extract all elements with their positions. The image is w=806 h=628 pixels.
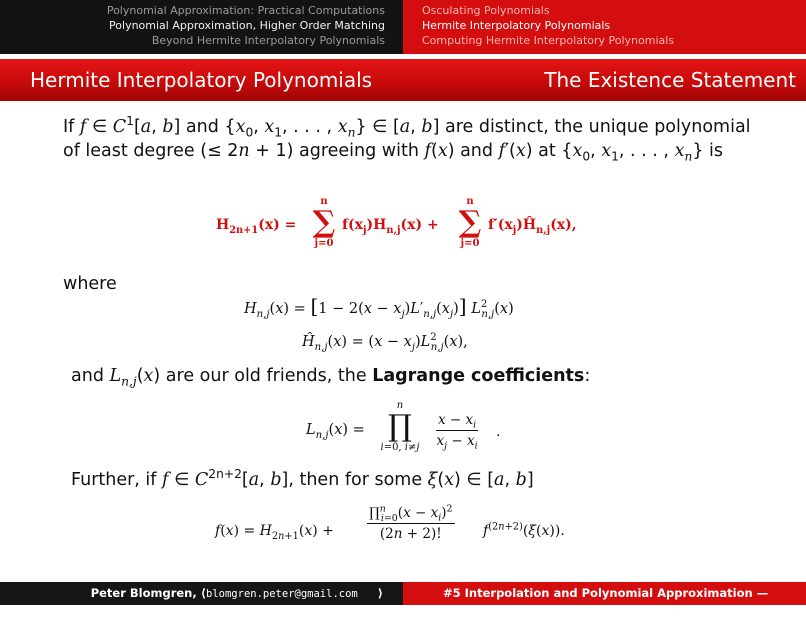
error-formula-equation: $f(x) = H_{2n+1}(x)$ + $\frac{\prod^n_{i=0}(x - x_i)^2}{(2n + 2)!}$ $f^{(2n+2)}(\xi(x))$. [215,503,565,542]
summation-symbol: n ∑ j=0 [312,196,336,249]
frame-title-bar [0,59,806,101]
footer-page-number: (25/40) [423,609,470,623]
footer-author: Peter Blomgren, [90,586,197,600]
existence-statement-text: If f ∈ $C^1[a$, b] and {$x_0$, $x_1$, . . . , $x_n$} ∈ [a, b] are distinct, the unique polynomial of least degree (≤ 2n + 1) agreeing with f(x) and f′(x) at {$x_0$, $x_1$, . . . , $x_n$} is [63,114,751,164]
lagrange-coefficient-equation: $L_{n,j}(x)$ = n ∏ i=0, i≠j $\frac{x - x_i}{x_j - x_i}$ . [306,400,501,453]
summation-symbol: n ∑ j=0 [458,196,482,249]
frame-subtitle: The Existence Statement [544,68,796,92]
footer [0,582,806,623]
subsection-navigation [403,0,806,54]
footer-author-panel: Peter Blomgren, ⟨blomgren.peter@gmail.com ⟩ [0,582,403,605]
H-hat-definition-equation: $Ĥ_{n,j}(x) = (x - x_j)L^2_{n,j}(x)$, [302,332,468,353]
hermite-polynomial-equation: $H_{2n+1}(x)$ = n ∑ j=0 $f(x_j)H_{n,j}(x)$ + n ∑ j=0 $f'(x_j)Ĥ_{n,j}(x)$, [216,196,577,249]
lagrange-remark: and $L_{n,j}(x)$ are our old friends, the Lagrange coefficients: [71,366,591,389]
H-definition-equation: $H_{n,j}(x) = [1 - 2(x - x_j)L'_{n,j}(x_j)]$ $L^2_{n,j}(x)$ [244,294,514,320]
nav-subsection-osculating[interactable]: Osculating Polynomials [422,4,550,17]
frame-title: Hermite Interpolatory Polynomials [30,68,373,92]
nav-section-beyond-hermite[interactable]: Beyond Hermite Interpolatory Polynomials [151,34,385,47]
lagrange-coefficients-term: Lagrange coefficients [372,366,585,386]
product-symbol: n ∏ i=0, i≠j [380,400,420,453]
nav-section-higher-order[interactable]: Polynomial Approximation, Higher Order Matching [109,19,385,32]
nav-subsection-hermite[interactable]: Hermite Interpolatory Polynomials [422,19,611,32]
footer-talk-title: #5 Interpolation and Polynomial Approximation [443,586,753,600]
footer-talk-panel: #5 Interpolation and Polynomial Approximation — (25/40) [403,582,806,605]
where-label: where [63,274,117,294]
footer-email[interactable]: blomgren.peter@gmail.com [206,588,358,600]
top-navigation [0,0,806,54]
section-navigation [0,0,403,54]
error-term-statement: Further, if f ∈ $C^{2n+2}[a$, b], then for some ξ(x) ∈ [a, b] [71,467,534,490]
nav-subsection-computing[interactable]: Computing Hermite Interpolatory Polynomials [422,34,675,47]
nav-section-practical[interactable]: Polynomial Approximation: Practical Computations [106,4,385,17]
